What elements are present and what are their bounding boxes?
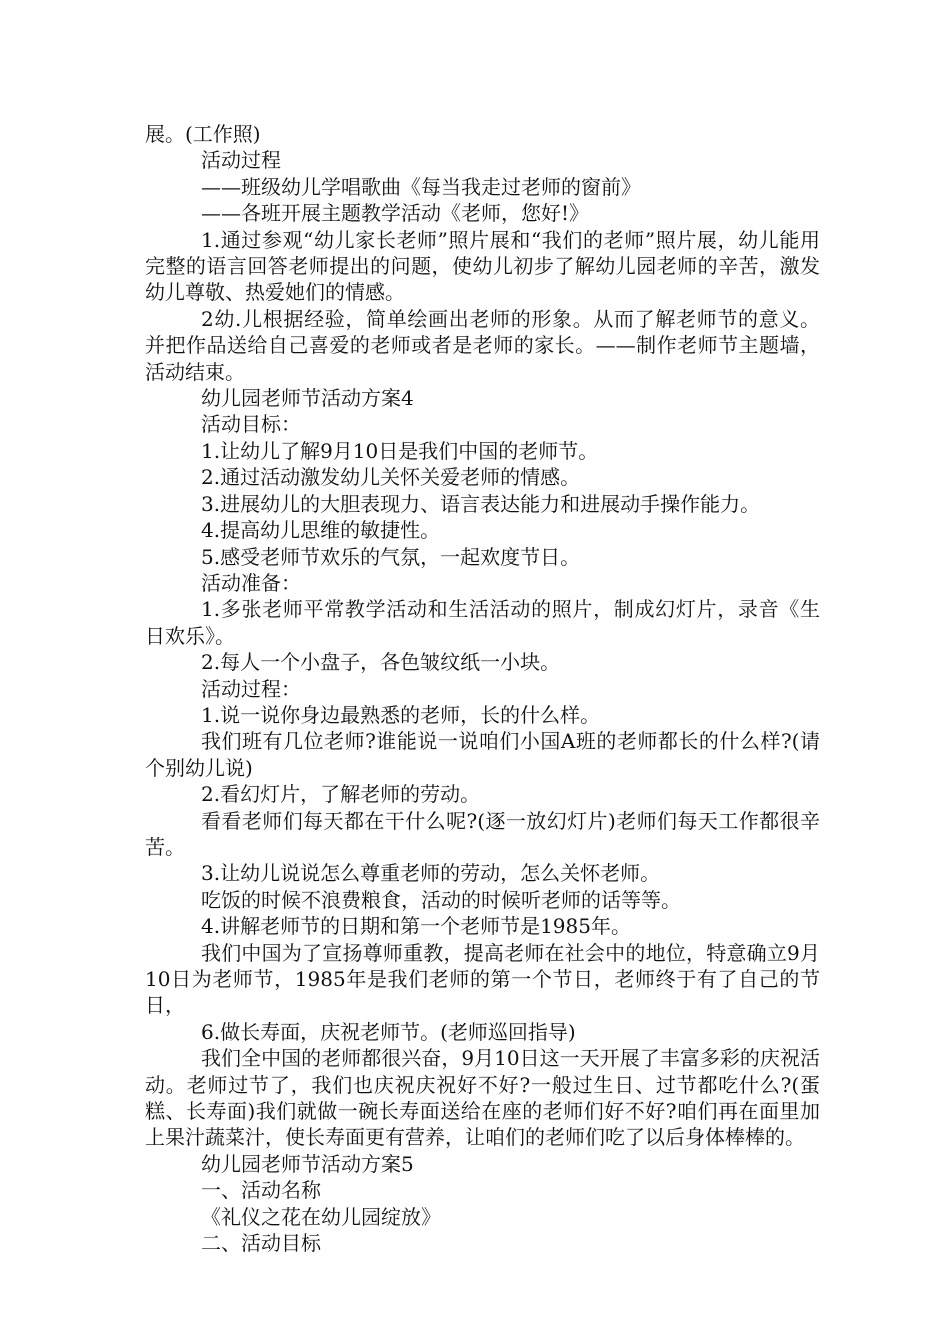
section-heading: 一、活动名称 [201, 1178, 321, 1203]
paragraph: 《礼仪之花在幼儿园绽放》 [201, 1204, 441, 1229]
paragraph: 展。(工作照) [145, 122, 261, 146]
section-heading: 活动目标： [201, 412, 301, 437]
list-item: 2.通过活动激发幼儿关怀关爱老师的情感。 [201, 465, 581, 490]
paragraph: 我们中国为了宣扬尊师重教，提高老师在社会中的地位，特意确立9月10日为老师节，1985年是我们老师的第一个节日，老师终于有了自己的节日， [145, 940, 820, 1018]
list-item: 1.让幼儿了解9月10日是我们中国的老师节。 [201, 438, 599, 463]
paragraph: 看看老师们每天都在干什么呢?(逐一放幻灯片)老师们每天工作都很辛苦。 [145, 808, 820, 859]
section-heading: 二、活动目标 [201, 1231, 321, 1256]
paragraph: ——班级幼儿学唱歌曲《每当我走过老师的窗前》 [201, 174, 641, 199]
section-heading: 幼儿园老师节活动方案5 [201, 1151, 414, 1176]
paragraph: 2幼.儿根据经验，简单绘画出老师的形象。从而了解老师节的意义。并把作品送给自己喜爱的老师或者是老师的家长。——制作老师节主题墙，活动结束。 [145, 306, 820, 384]
paragraph: 我们全中国的老师都很兴奋，9月10日这一天开展了丰富多彩的庆祝活动。老师过节了，我们也庆祝庆祝好不好?一般过生日、过节都吃什么?(蛋糕、长寿面)我们就做一碗长寿面送给在座的老师们好不好?咱们再在面里加上果汁蔬菜汁，使长寿面更有营养，让咱们的老师们吃了以后身体棒棒的。 [145, 1046, 820, 1150]
paragraph: 我们班有几位老师?谁能说一说咱们小国A班的老师都长的什么样?(请个别幼儿说) [145, 729, 820, 780]
list-item: 4.提高幼儿思维的敏捷性。 [201, 518, 441, 543]
list-item: 1.说一说你身边最熟悉的老师，长的什么样。 [201, 702, 601, 727]
document-body [145, 121, 820, 1256]
section-heading: 活动过程 [201, 148, 281, 173]
paragraph: 吃饭的时候不浪费粮食，活动的时候听老师的话等等。 [201, 887, 681, 912]
list-item: 2.看幻灯片，了解老师的劳动。 [201, 782, 481, 807]
list-item: 1.多张老师平常教学活动和生活活动的照片，制成幻灯片，录音《生日欢乐》。 [145, 597, 820, 648]
list-item: 5.感受老师节欢乐的气氛，一起欢度节日。 [201, 544, 581, 569]
list-item: 3.让幼儿说说怎么尊重老师的劳动，怎么关怀老师。 [201, 861, 661, 886]
list-item: 6.做长寿面，庆祝老师节。(老师巡回指导) [201, 1019, 576, 1044]
section-heading: 活动过程： [201, 676, 301, 701]
section-heading: 活动准备： [201, 570, 301, 595]
list-item: 3.进展幼儿的大胆表现力、语言表达能力和进展动手操作能力。 [201, 491, 761, 516]
paragraph: 1.通过参观“幼儿家长老师”照片展和“我们的老师”照片展，幼儿能用完整的语言回答老师提出的问题，使幼儿初步了解幼儿园老师的辛苦，激发幼儿尊敬、热爱她们的情感。 [145, 227, 820, 305]
list-item: 2.每人一个小盘子，各色皱纹纸一小块。 [201, 650, 561, 675]
paragraph: ——各班开展主题教学活动《老师，您好!》 [201, 201, 590, 226]
section-heading: 幼儿园老师节活动方案4 [201, 386, 414, 411]
list-item: 4.讲解老师节的日期和第一个老师节是1985年。 [201, 914, 631, 939]
